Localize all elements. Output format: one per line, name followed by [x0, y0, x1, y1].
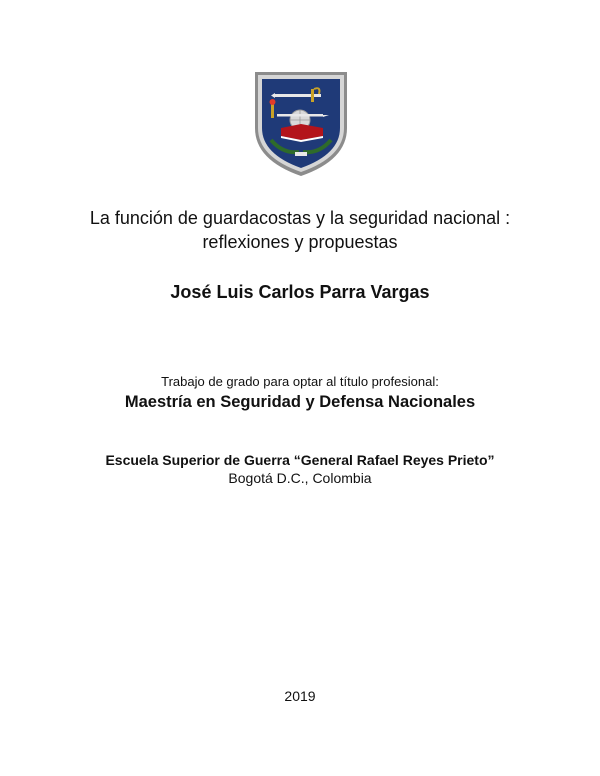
year: 2019: [284, 688, 316, 704]
coat-of-arms-icon: [253, 70, 349, 178]
author-name: José Luis Carlos Parra Vargas: [170, 282, 430, 302]
degree-name: Maestría en Seguridad y Defensa Nacionales: [124, 393, 476, 411]
thesis-title-line-2: reflexiones y propuestas: [202, 232, 398, 252]
school-name: Escuela Superior de Guerra “General Rafael Reyes Prieto”: [105, 452, 495, 468]
thesis-title-line-1: La función de guardacostas y la seguridad nacional :: [89, 208, 511, 228]
city: Bogotá D.C., Colombia: [228, 470, 372, 486]
degree-intro: Trabajo de grado para optar al título profesional:: [161, 374, 439, 389]
